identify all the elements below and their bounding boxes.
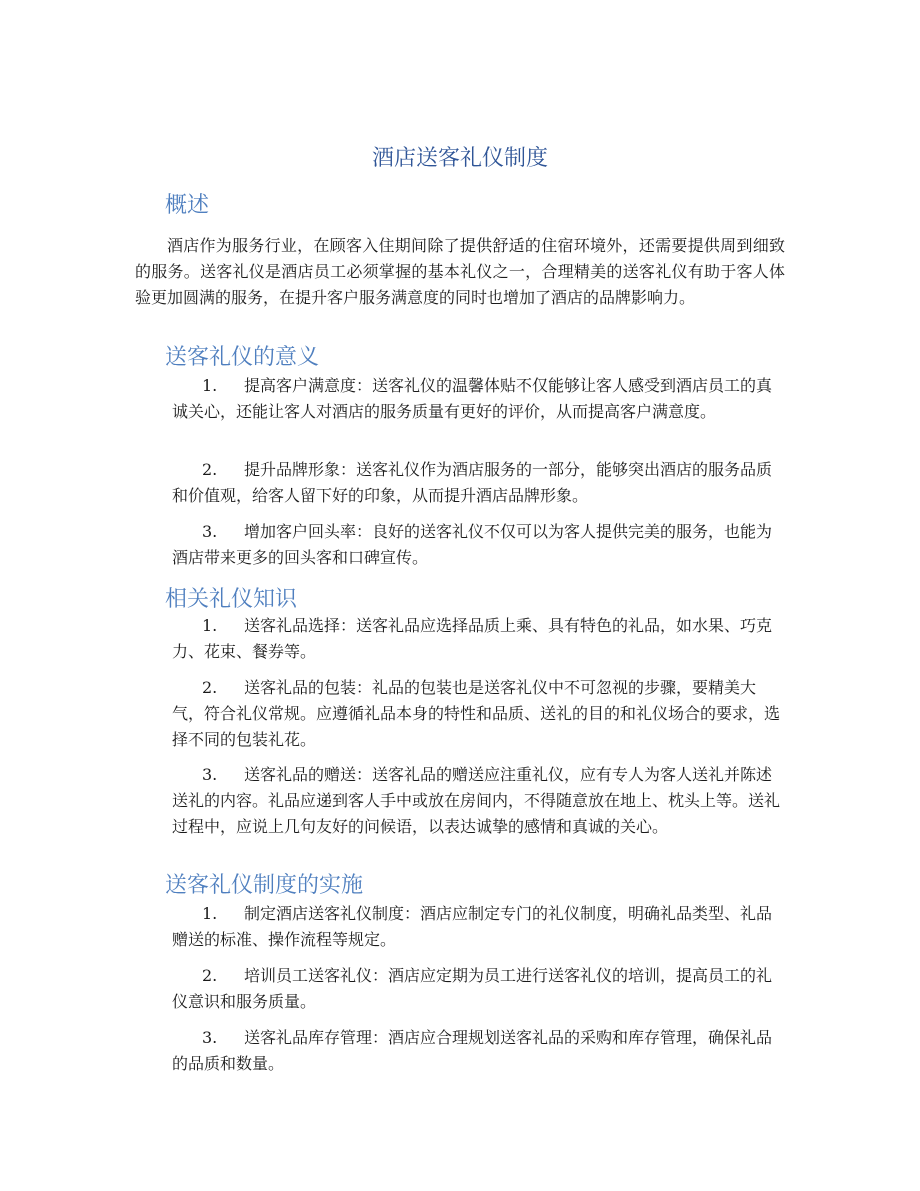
list-item — [172, 901, 785, 953]
list-text: 增加客户回头率：良好的送客礼仪不仅可以为客人提供完美的服务，也能为酒店带来更多的回头客和口碑宣传。 — [172, 522, 773, 567]
list-number: 3. — [202, 1028, 218, 1047]
section-heading-knowledge: 相关礼仪知识 — [165, 587, 298, 612]
list-item — [172, 762, 785, 840]
list-number: 1. — [202, 904, 218, 923]
list-number: 1. — [202, 376, 218, 395]
list-number: 2. — [202, 966, 218, 985]
section-heading-implementation: 送客礼仪制度的实施 — [165, 873, 364, 898]
list-text: 送客礼品库存管理：酒店应合理规划送客礼品的采购和库存管理，确保礼品的品质和数量。 — [172, 1028, 773, 1073]
list-text: 提高客户满意度：送客礼仪的温馨体贴不仅能够让客人感受到酒店员工的真诚关心，还能让客人对酒店的服务质量有更好的评价，从而提高客户满意度。 — [172, 376, 773, 421]
list-item — [172, 519, 785, 571]
list-number: 1. — [202, 616, 218, 635]
list-text: 培训员工送客礼仪：酒店应定期为员工进行送客礼仪的培训，提高员工的礼仪意识和服务质量。 — [172, 966, 773, 1011]
list-text: 送客礼品的包装：礼品的包装也是送客礼仪中不可忽视的步骤，要精美大气，符合礼仪常规。应遵循礼品本身的特性和品质、送礼的目的和礼仪场合的要求，选择不同的包装礼花。 — [172, 678, 781, 749]
section-heading-overview: 概述 — [165, 193, 210, 218]
list-text: 送客礼品选择：送客礼品应选择品质上乘、具有特色的礼品，如水果、巧克力、花束、餐券等。 — [172, 616, 773, 661]
list-text: 提升品牌形象：送客礼仪作为酒店服务的一部分，能够突出酒店的服务品质和价值观，给客人留下好的印象，从而提升酒店品牌形象。 — [172, 460, 773, 505]
document-title: 酒店送客礼仪制度 — [371, 146, 548, 171]
list-item — [172, 373, 785, 425]
list-item — [172, 675, 785, 753]
list-number: 2. — [202, 678, 218, 697]
list-text: 送客礼品的赠送：送客礼品的赠送应注重礼仪，应有专人为客人送礼并陈述送礼的内容。礼品应递到客人手中或放在房间内，不得随意放在地上、枕头上等。送礼过程中，应说上几句友好的问候语，以表达诚挚的感情和真诚的关心。 — [172, 765, 781, 836]
section-heading-significance: 送客礼仪的意义 — [165, 345, 320, 370]
list-number: 3. — [202, 522, 218, 541]
list-number: 3. — [202, 765, 218, 784]
list-text: 制定酒店送客礼仪制度：酒店应制定专门的礼仪制度，明确礼品类型、礼品赠送的标准、操作流程等规定。 — [172, 904, 773, 949]
list-item — [172, 613, 785, 665]
list-item — [172, 963, 785, 1015]
list-item — [172, 1025, 785, 1077]
list-item — [172, 457, 785, 509]
overview-paragraph: 酒店作为服务行业，在顾客入住期间除了提供舒适的住宿环境外，还需要提供周到细致的服务。送客礼仪是酒店员工必须掌握的基本礼仪之一，合理精美的送客礼仪有助于客人体验更加圆满的服务，在提升客户服务满意度的同时也增加了酒店的品牌影响力。 — [135, 236, 785, 307]
list-number: 2. — [202, 460, 218, 479]
